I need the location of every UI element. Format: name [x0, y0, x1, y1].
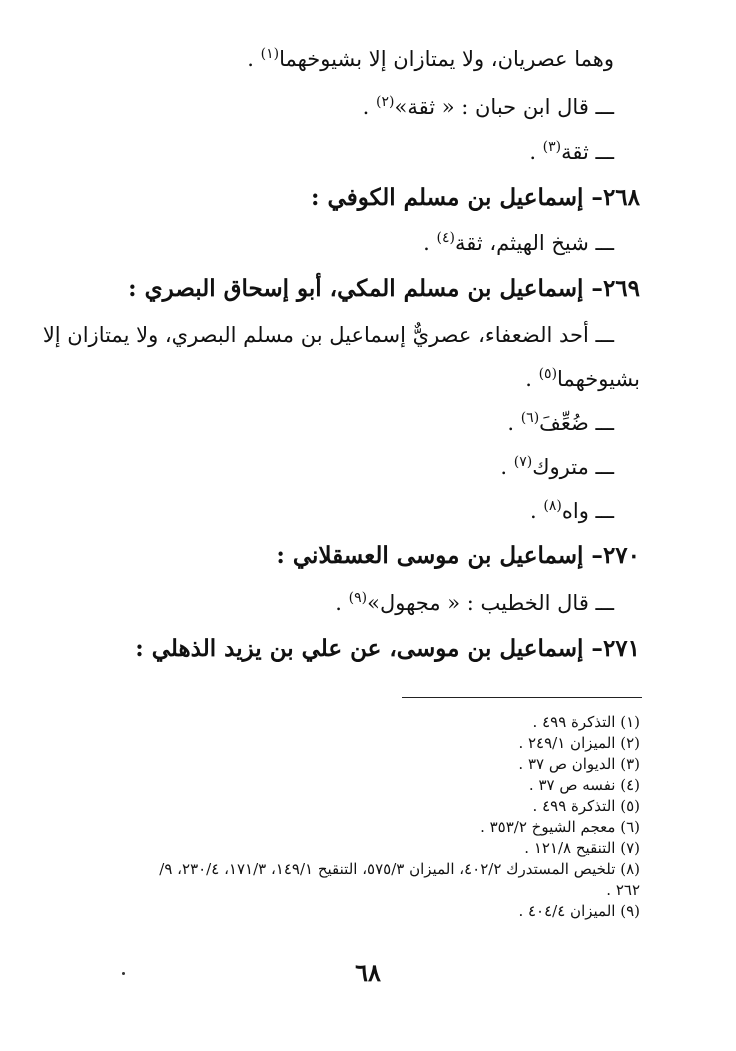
ink-speck: [122, 972, 125, 975]
footnote-ref: (٦): [520, 410, 540, 426]
footnote: (٢) الميزان ٢٤٩/١ .: [518, 734, 640, 752]
text-line: ـــ أحد الضعفاء، عصريٌّ إسماعيل بن مسلم البصري، ولا يمتازان إلا: [42, 323, 614, 347]
text-line: ـــ ضُعِّفَ$^{(٦)}$ .: [507, 410, 614, 435]
footnote-ref: (٥): [538, 366, 558, 382]
footnote-ref: (٩): [348, 590, 368, 606]
text-line: بشيوخهما$^{(٥)}$ .: [525, 366, 640, 391]
footnote-ref: (٤): [436, 230, 455, 246]
entry-heading-270: ٢٧٠– إسماعيل بن موسى العسقلاني :: [276, 542, 640, 569]
entry-heading-268: ٢٦٨– إسماعيل بن مسلم الكوفي :: [311, 184, 640, 211]
text-line: ـــ قال ابن حبان : « ثقة»$^{(٢)}$ .: [362, 94, 614, 119]
footnote: (١) التذكرة ٤٩٩ .: [532, 713, 640, 731]
page-number: ٦٨: [355, 958, 381, 987]
footnote: (٣) الديوان ص ٣٧ .: [518, 755, 640, 773]
footnote: (٤) نفسه ص ٣٧ .: [528, 776, 640, 794]
footnote-continuation: ٢٦٢ .: [606, 881, 640, 899]
footnote: (٨) تلخيص المستدرك ٤٠٢/٢، الميزان ٥٧٥/٣، التنقيح ١٤٩/١، ١٧١/٣، ٢٣٠/٤، ٩/: [159, 860, 640, 878]
footnote: (٧) التنقيح ١٢١/٨ .: [524, 839, 640, 857]
footnote-ref: (٧): [513, 454, 533, 470]
text-line: ـــ واه$^{(٨)}$ .: [530, 498, 614, 523]
footnote-ref: (١): [260, 46, 280, 62]
footnote-ref: (٢): [376, 94, 395, 110]
text-line: ـــ شيخ الهيثم، ثقة$^{(٤)}$ .: [423, 230, 614, 255]
footnote-ref: (٨): [543, 498, 562, 514]
text-line: وهما عصريان، ولا يمتازان إلا بشيوخهما$^{(١)}$ .: [247, 46, 614, 71]
text-line: ـــ ثقة$^{(٣)}$ .: [529, 139, 614, 164]
text-line: ـــ قال الخطيب : « مجهول»$^{(٩)}$ .: [335, 590, 614, 615]
entry-heading-271: ٢٧١– إسماعيل بن موسى، عن علي بن يزيد الذهلي :: [135, 635, 640, 662]
text-line: ـــ متروك$^{(٧)}$ .: [500, 454, 614, 479]
footnote-divider: [402, 697, 642, 698]
entry-heading-269: ٢٦٩– إسماعيل بن مسلم المكي، أبو إسحاق البصري :: [128, 275, 640, 302]
footnote: (٥) التذكرة ٤٩٩ .: [532, 797, 640, 815]
footnote: (٦) معجم الشيوخ ٣٥٣/٢ .: [480, 818, 640, 836]
footnote-ref: (٣): [542, 139, 562, 155]
footnote: (٩) الميزان ٤٠٤/٤ .: [518, 902, 640, 920]
